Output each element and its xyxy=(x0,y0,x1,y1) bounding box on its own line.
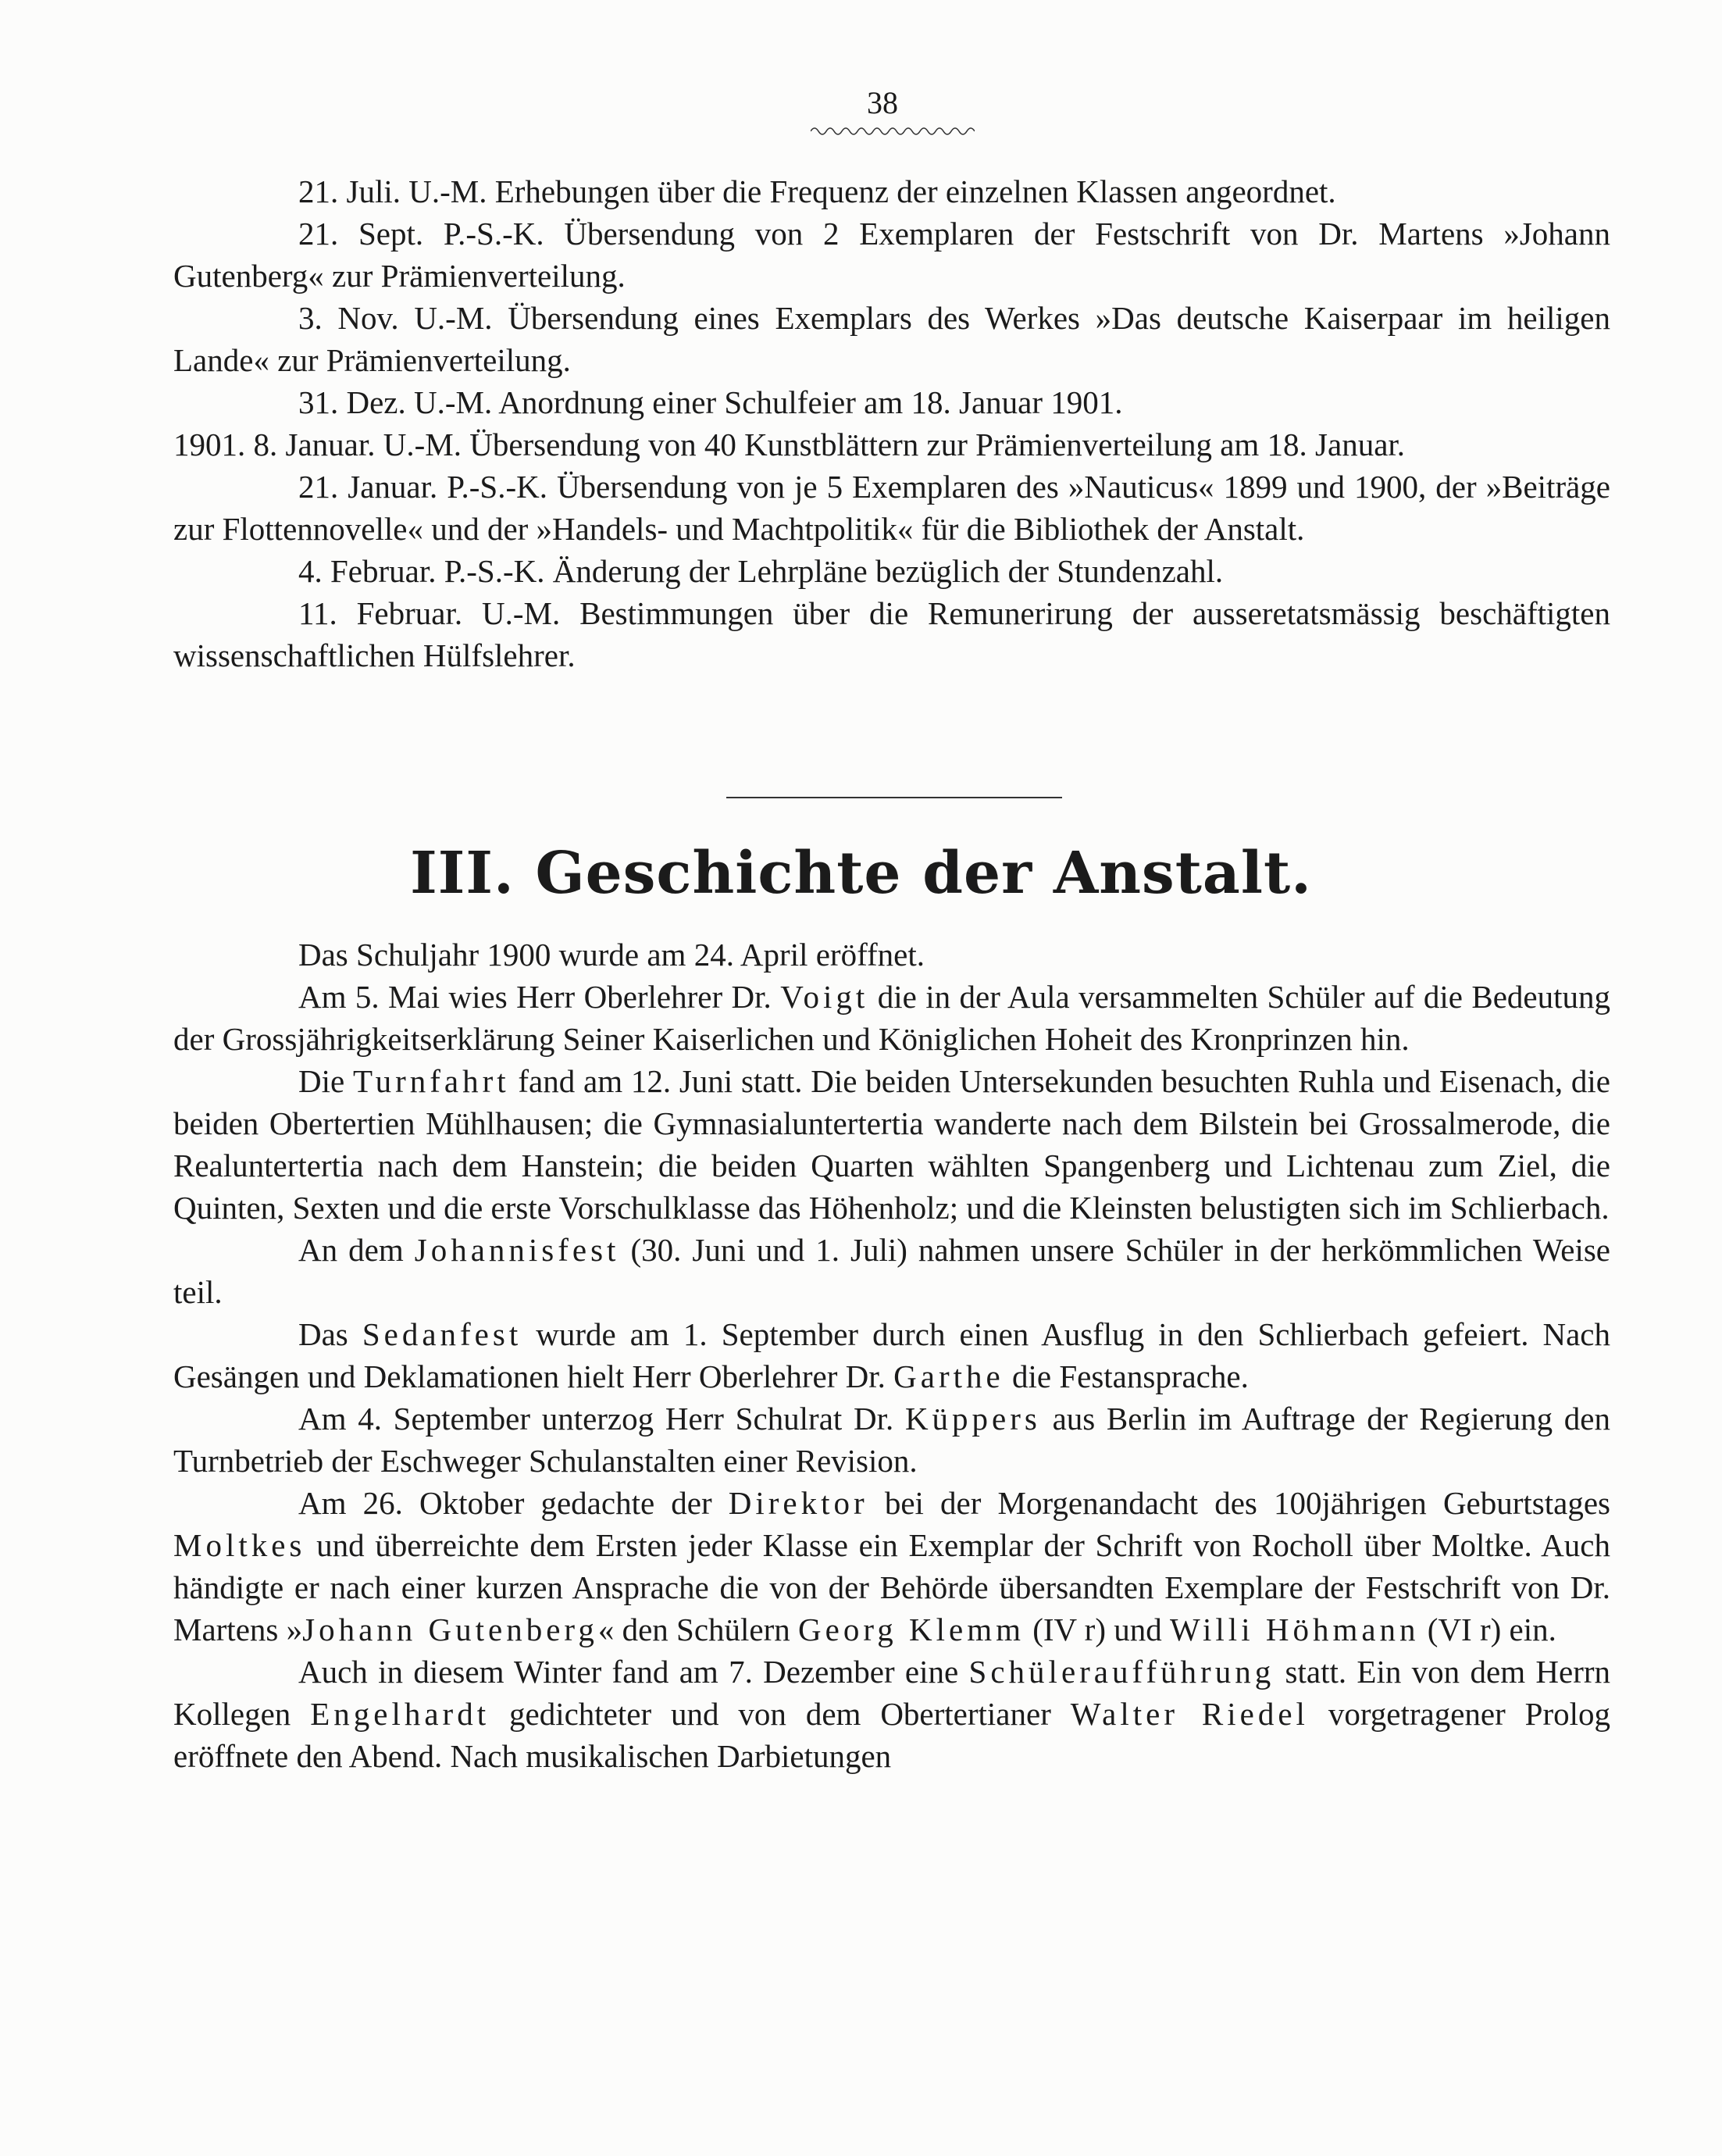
wavy-ornament xyxy=(811,125,975,137)
text-run: die in der Aula versammelten Schüler auf die Bedeutung der Grossjährigkeitserklärung Seiner Kaiserlichen und Königlichen Hoheit des Kronprinzen hin. xyxy=(173,979,1610,1057)
chronicle-entry: 21. Januar. P.-S.-K. Übersendung von je 5 Exemplaren des »Nauticus« 1899 und 1900, der »Beiträge zur Flottennovelle« und der »Handels- und Machtpolitik« für die Bibliothek der Anstalt. xyxy=(173,469,1610,547)
history-paragraph xyxy=(173,1060,1610,1229)
text-run: aus Berlin im Auftrage der Regierung den Turnbetrieb der Eschweger Schulanstalten einer Revision. xyxy=(173,1401,1610,1479)
person-name: Voigt xyxy=(780,979,869,1015)
text-run: Am 4. September unterzog Herr Schulrat Dr. xyxy=(298,1401,905,1437)
event-term: Direktor xyxy=(728,1485,868,1521)
person-name: Moltkes xyxy=(173,1527,306,1563)
chronicle-entry: 11. Februar. U.-M. Bestimmungen über die Remunerirung der ausseretatsmässig beschäftigten wissenschaftlichen Hülfslehrer. xyxy=(173,595,1610,673)
text-run: gedichteter und von dem Obertertianer xyxy=(490,1696,1071,1732)
text-run: Am 26. Oktober gedachte der xyxy=(298,1485,729,1521)
chronicle-entry: 3. Nov. U.-M. Übersendung eines Exemplars des Werkes »Das deutsche Kaiserpaar im heiligen Lande« zur Prämienverteilung. xyxy=(173,300,1610,378)
text-run: statt. Ein von dem Herrn Kollegen xyxy=(173,1654,1611,1732)
person-name: Küppers xyxy=(904,1401,1041,1437)
chronicle-entry: 4. Februar. P.-S.-K. Änderung der Lehrpläne bezüglich der Stundenzahl. xyxy=(298,553,1224,589)
text-run: Das xyxy=(298,1316,362,1352)
person-name: Willi Höhmann xyxy=(1169,1612,1420,1647)
chronicle-entry: 31. Dez. U.-M. Anordnung einer Schulfeier am 18. Januar 1901. xyxy=(298,384,1123,420)
person-name: Engelhardt xyxy=(310,1696,490,1732)
section-divider xyxy=(726,797,1062,798)
text-run: und überreichte dem Ersten jeder Klasse ein Exemplar der Schrift von Rocholl über Moltke. Auch händigte er nach einer kurzen Ansprache die von der Behörde übersandten Exemplare der Festschrift von Dr. Martens » xyxy=(173,1527,1610,1647)
person-name: Walter Riedel xyxy=(1070,1696,1309,1732)
event-term: Turnfahrt xyxy=(352,1063,510,1099)
history-paragraph: Das Schuljahr 1900 wurde am 24. April eröffnet. xyxy=(298,937,925,973)
text-run: bei der Morgenandacht des 100jährigen Geburtstages xyxy=(868,1485,1610,1521)
history-paragraph xyxy=(173,1313,1610,1397)
chronicle-list xyxy=(173,170,1610,676)
history-paragraph xyxy=(173,1651,1610,1777)
text-run: An dem xyxy=(298,1232,415,1268)
person-name: Georg Klemm xyxy=(798,1612,1025,1647)
text-run: (VI r) ein. xyxy=(1419,1612,1556,1647)
history-paragraph xyxy=(173,1229,1610,1313)
text-run: die Festansprache. xyxy=(1004,1358,1249,1394)
book-title: Johann Gutenberg xyxy=(302,1612,598,1647)
text-run: Auch in diesem Winter fand am 7. Dezember eine xyxy=(298,1654,969,1690)
text-run: Am 5. Mai wies Herr Oberlehrer Dr. xyxy=(298,979,781,1015)
chronicle-entry: 21. Sept. P.-S.-K. Übersendung von 2 Exemplaren der Festschrift von Dr. Martens »Johann Gutenberg« zur Prämienverteilung. xyxy=(173,216,1610,294)
event-term: Schüleraufführung xyxy=(968,1654,1275,1690)
text-run: wurde am 1. September durch einen Ausflug in den Schlierbach gefeiert. Nach Gesängen und Deklamationen hielt Herr Oberlehrer Dr. xyxy=(173,1316,1611,1394)
text-run: (IV r) und xyxy=(1024,1612,1170,1647)
event-term: Johannisfest xyxy=(414,1232,620,1268)
page-number: 38 xyxy=(867,85,898,120)
chronicle-entry: 1901. 8. Januar. U.-M. Übersendung von 40 Kunstblättern zur Prämienverteilung am 18. Januar. xyxy=(173,427,1406,462)
text-run: « den Schülern xyxy=(597,1612,799,1647)
text-run: vorgetragener Prolog eröffnete den Abend. Nach musikalischen Darbietungen xyxy=(173,1696,1611,1774)
history-paragraph xyxy=(173,1397,1610,1482)
person-name: Garthe xyxy=(893,1358,1004,1394)
text-run: (30. Juni und 1. Juli) nahmen unsere Schüler in der herkömmlichen Weise teil. xyxy=(173,1232,1610,1310)
chronicle-entry: 21. Juli. U.-M. Erhebungen über die Frequenz der einzelnen Klassen angeordnet. xyxy=(298,173,1336,209)
event-term: Sedanfest xyxy=(362,1316,522,1352)
section-heading: III. Geschichte der Anstalt. xyxy=(410,840,1312,907)
text-run: fand am 12. Juni statt. Die beiden Untersekunden besuchten Ruhla und Eisenach, die beiden Obertertien Mühlhausen; die Gymnasialuntertertia wanderte nach dem Bilstein bei Grossalmerode, die Realuntertertia nach dem Hanstein; die beiden Quarten wählten Spangenberg und Lichtenau zum Ziel, die Quinten, Sexten und die erste Vorschulklasse das Höhenholz; und die Kleinsten belustigten sich im Schlierbach. xyxy=(173,1063,1611,1226)
history-paragraph xyxy=(173,1482,1610,1651)
history-text xyxy=(173,933,1610,1777)
text-run: Die xyxy=(298,1063,353,1099)
history-paragraph xyxy=(173,976,1610,1060)
